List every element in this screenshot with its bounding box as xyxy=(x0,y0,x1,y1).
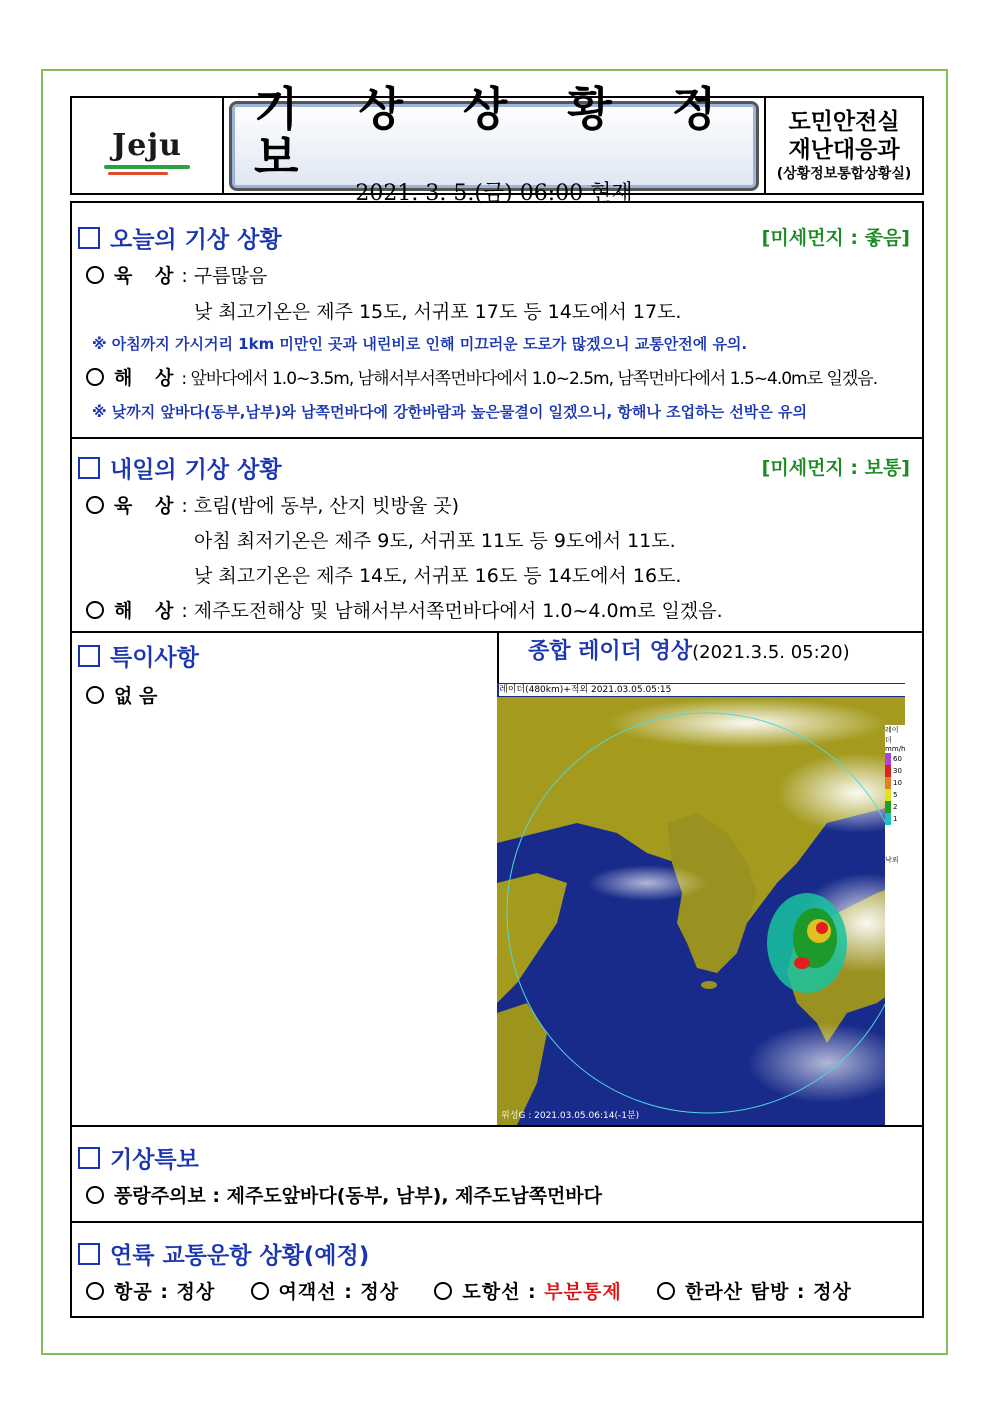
circle-bullet-icon xyxy=(86,1186,104,1204)
special-item: 없 음 xyxy=(86,681,157,708)
org-line-3: (상황정보통합상황실) xyxy=(776,165,912,182)
radar-legend xyxy=(885,725,905,1125)
legend-value: 30 xyxy=(885,765,905,777)
legend-lightning: 낙뢰 xyxy=(885,856,899,864)
org-cell xyxy=(766,98,922,193)
island-ferry-value: 부분통제 xyxy=(544,1281,622,1303)
radar-title: 종합 레이더 영상(2021.3.5. 05:20) xyxy=(528,639,850,664)
circle-bullet-icon xyxy=(86,686,104,704)
tomorrow-land-min: 아침 최저기온은 제주 9도, 서귀포 11도 등 9도에서 11도. xyxy=(194,530,676,552)
tomorrow-dust: [미세먼지 : 보통] xyxy=(761,457,910,479)
today-title: 오늘의 기상 상황 xyxy=(78,221,282,254)
logo-cell xyxy=(72,98,224,193)
circle-bullet-icon xyxy=(86,1282,104,1300)
logo-text: Jeju xyxy=(112,128,182,163)
circle-bullet-icon xyxy=(434,1282,452,1300)
warning-item: 풍랑주의보 : 제주도앞바다(동부, 남부), 제주도남쪽먼바다 xyxy=(86,1181,602,1208)
tomorrow-land-max: 낮 최고기온은 제주 14도, 서귀포 16도 등 14도에서 16도. xyxy=(194,565,682,587)
legend-swatch xyxy=(885,801,891,813)
circle-bullet-icon xyxy=(86,266,104,284)
legend-swatch xyxy=(885,777,891,789)
radar-caption-bottom: 위성G : 2021.03.05.06:14(-1분) xyxy=(501,1111,640,1121)
circle-bullet-icon xyxy=(251,1282,269,1300)
page-title: 기 상 상 황 정 보 xyxy=(254,81,739,184)
header xyxy=(70,81,924,206)
today-land-line: 육 상: 구름많음 xyxy=(86,261,267,288)
today-note-2: ※ 낮까지 앞바다(동부,남부)와 남쪽먼바다에 강한바람과 높은물결이 일겠으니, 항해나 조업하는 선박은 유의 xyxy=(92,403,807,421)
legend-values xyxy=(885,753,905,825)
report-body xyxy=(70,201,924,1318)
legend-swatch xyxy=(885,765,891,777)
special-title: 특이사항 xyxy=(78,639,199,672)
today-sea-line: 해 상: 앞바다에서 1.0~3.5m, 남해서부서쪽먼바다에서 1.0~2.5m, 남쪽먼바다에서 1.5~4.0m로 일겠음. xyxy=(86,363,877,390)
divider xyxy=(72,437,922,439)
legend-value: 1 xyxy=(885,813,905,825)
circle-bullet-icon xyxy=(657,1282,675,1300)
circle-bullet-icon xyxy=(86,496,104,514)
hallasan-value: 정상 xyxy=(813,1281,852,1303)
ferry-label: 여객선 : xyxy=(278,1281,361,1303)
legend-value: 5 xyxy=(885,789,905,801)
today-dust: [미세먼지 : 좋음] xyxy=(761,227,910,249)
org-line-2: 재난대응과 xyxy=(788,136,900,163)
circle-bullet-icon xyxy=(86,601,104,619)
air-label: 항공 : xyxy=(114,1281,177,1303)
legend-unit: mm/h xyxy=(885,745,905,753)
legend-value: 60 xyxy=(885,753,905,765)
checkbox-square-icon xyxy=(78,1243,100,1265)
radar-image xyxy=(497,683,905,1125)
tomorrow-sea-line: 해 상: 제주도전해상 및 남해서부서쪽먼바다에서 1.0~4.0m로 일겠음. xyxy=(86,596,723,623)
title-box xyxy=(229,81,759,206)
divider xyxy=(72,1221,922,1223)
air-value: 정상 xyxy=(176,1281,216,1303)
legend-title: 레이더 xyxy=(885,726,899,744)
tomorrow-title: 내일의 기상 상황 xyxy=(78,451,282,484)
title-cell xyxy=(224,81,766,206)
logo-swoosh-red xyxy=(108,172,168,175)
island-ferry-label: 도항선 : xyxy=(462,1281,545,1303)
legend-swatch xyxy=(885,789,891,801)
legend-value: 2 xyxy=(885,801,905,813)
legend-swatch xyxy=(885,813,891,825)
divider xyxy=(72,1125,922,1127)
circle-bullet-icon xyxy=(86,368,104,386)
transport-title: 연륙 교통운항 상황(예정) xyxy=(78,1237,369,1270)
checkbox-square-icon xyxy=(78,1147,100,1169)
checkbox-square-icon xyxy=(78,645,100,667)
transport-line xyxy=(86,1277,852,1304)
legend-value: 10 xyxy=(885,777,905,789)
warning-title: 기상특보 xyxy=(78,1141,199,1174)
org-line-1: 도민안전실 xyxy=(788,108,900,135)
logo-swoosh-green xyxy=(104,165,190,169)
today-land-temp: 낮 최고기온은 제주 15도, 서귀포 17도 등 14도에서 17도. xyxy=(194,301,682,323)
jeju-logo xyxy=(112,128,182,163)
report-date: - 2021. 3. 5.(금) 06:00 현재 - xyxy=(340,180,648,206)
today-note-1: ※ 아침까지 가시거리 1km 미만인 곳과 내린비로 인해 미끄러운 도로가 많겠으니 교통안전에 유의. xyxy=(92,335,748,353)
ferry-value: 정상 xyxy=(360,1281,400,1303)
tomorrow-land-line: 육 상: 흐림(밤에 동부, 산지 빗방울 곳) xyxy=(86,491,459,518)
radar-map-graphic xyxy=(497,683,905,1125)
checkbox-square-icon xyxy=(78,227,100,249)
legend-swatch xyxy=(885,753,891,765)
radar-caption-top: 레이더(480km)+적외 2021.03.05.05:15 xyxy=(499,684,905,696)
hallasan-label: 한라산 탐방 : xyxy=(684,1281,814,1303)
checkbox-square-icon xyxy=(78,457,100,479)
